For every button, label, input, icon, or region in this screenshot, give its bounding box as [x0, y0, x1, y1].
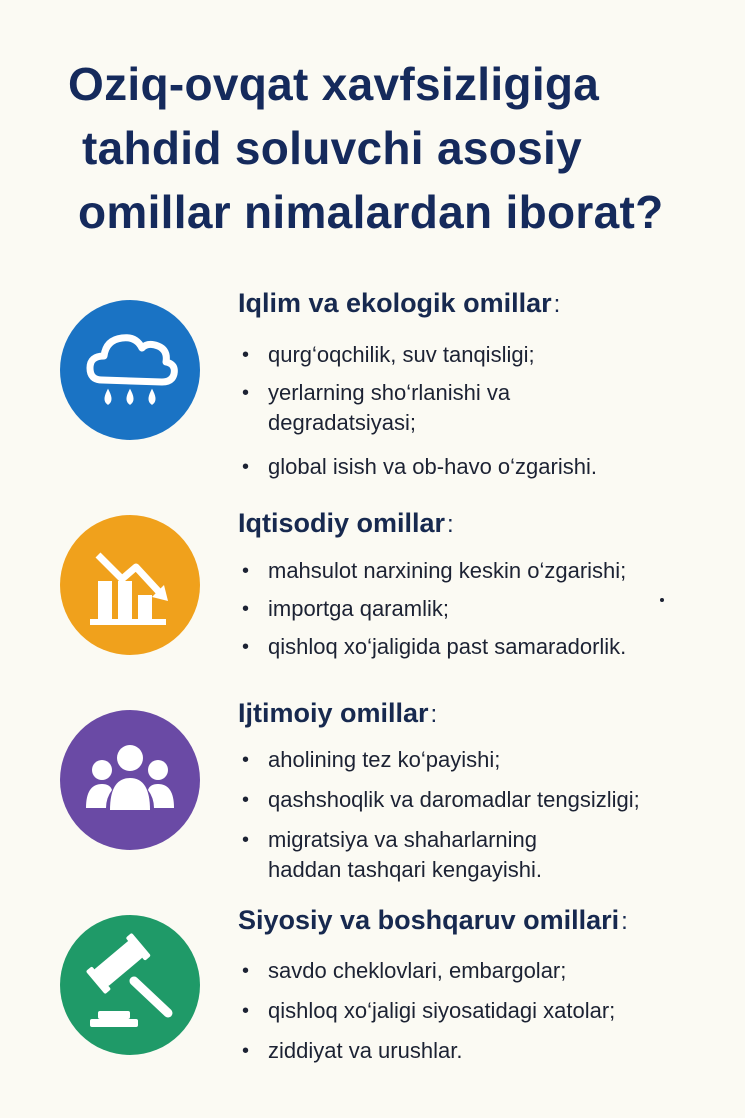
section-heading: Iqtisodiy omillar:	[238, 508, 454, 538]
section-heading: Siyosiy va boshqaruv omillari:	[238, 905, 628, 935]
title-line-3: omillar nimalardan iborat?	[78, 186, 664, 238]
bullet-list	[238, 340, 738, 482]
political-icon-circle	[60, 915, 200, 1055]
title-line-2: tahdid soluvchi asosiy	[82, 122, 582, 174]
declining-bar-chart-icon	[60, 515, 200, 655]
bullet-list	[238, 956, 738, 1066]
list-item: • aholining tez ko‘payishi;	[242, 747, 501, 772]
social-icon-circle	[60, 710, 200, 850]
section-heading: Ijtimoiy omillar:	[238, 698, 438, 728]
list-item: • qashshoqlik va daromadlar tengsizligi;	[242, 787, 640, 812]
list-item: • importga qaramlik;	[242, 596, 449, 621]
list-item: • yerlarning sho‘rlanishi va degradatsiyasi;	[242, 380, 511, 435]
stray-dot	[660, 598, 664, 602]
list-item: • migratsiya va shaharlarning haddan tashqari kengayishi.	[242, 827, 542, 882]
section-heading: Iqlim va ekologik omillar:	[238, 288, 561, 318]
rain-cloud-icon	[60, 300, 200, 440]
list-item: • qishloq xo‘jaligida past samaradorlik.	[242, 634, 627, 659]
title-line-1: Oziq-ovqat xavfsizligiga	[68, 58, 600, 110]
list-item: • global isish va ob-havo o‘zgarishi.	[242, 454, 597, 479]
gavel-icon	[60, 915, 200, 1055]
list-item: • ziddiyat va urushlar.	[242, 1038, 463, 1063]
bullet-list	[238, 745, 738, 885]
list-item: • qurg‘oqchilik, suv tanqisligi;	[242, 342, 535, 367]
economic-icon-circle	[60, 515, 200, 655]
climate-icon-circle	[60, 300, 200, 440]
list-item: • mahsulot narxining keskin o‘zgarishi;	[242, 558, 627, 583]
people-group-icon	[60, 710, 200, 850]
bullet-list	[238, 556, 738, 662]
list-item: • savdo cheklovlari, embargolar;	[242, 958, 567, 983]
page-title	[68, 52, 728, 244]
list-item: • qishloq xo‘jaligi siyosatidagi xatolar;	[242, 998, 616, 1023]
